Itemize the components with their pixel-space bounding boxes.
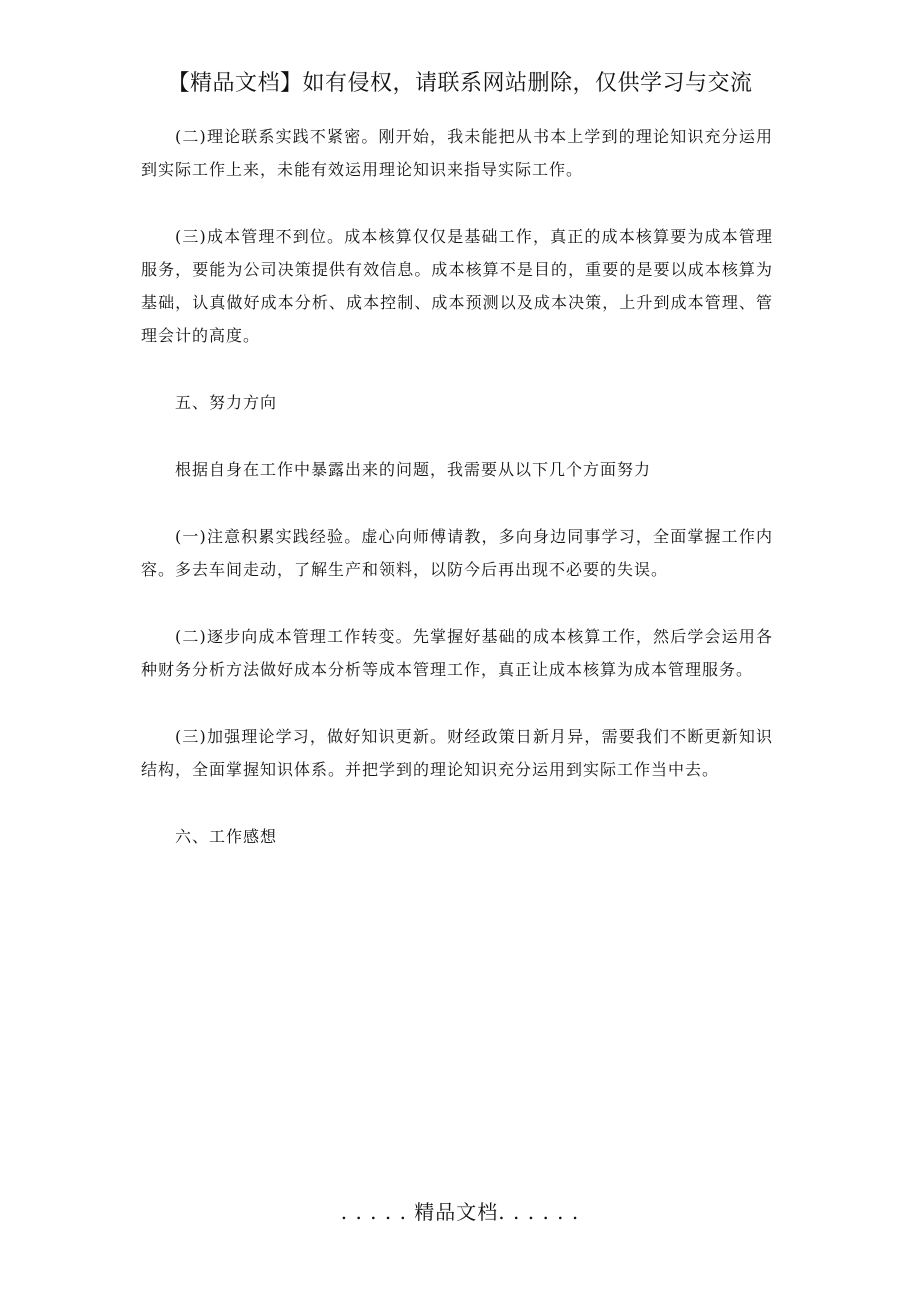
document-body [141, 120, 773, 853]
paragraph-gap [141, 352, 773, 386]
paragraph-intro-effort: 根据自身在工作中暴露出来的问题，我需要从以下几个方面努力 [175, 460, 652, 479]
paragraph-shift-to-cost-management: (二)逐步向成本管理工作转变。先掌握好基础的成本核算工作，然后学会运用各种财务分析方法做好成本分析等成本管理工作，真正让成本核算为成本管理服务。 [141, 627, 773, 679]
paragraph-gap [141, 186, 773, 220]
section-heading-effort-direction: 五、努力方向 [175, 393, 278, 412]
paragraph-cost-management: (三)成本管理不到位。成本核算仅仅是基础工作，真正的成本核算要为成本管理服务，要能为公司决策提供有效信息。成本核算不是目的，重要的是要以成本核算为基础，认真做好成本分析、成本控制、成本预测以及成本决策，上升到成本管理、管理会计的高度。 [141, 227, 773, 345]
section-heading-work-reflection: 六、工作感想 [175, 827, 278, 846]
paragraph-gap [141, 786, 773, 820]
paragraph-accumulate-experience: (一)注意积累实践经验。虚心向师傅请教，多向身边同事学习，全面掌握工作内容。多去车间走动，了解生产和领料，以防今后再出现不必要的失误。 [141, 527, 773, 579]
footer-watermark: . . . . . 精品文档. . . . . . [340, 1200, 580, 1224]
paragraph-theory-practice: (二)理论联系实践不紧密。刚开始，我未能把从书本上学到的理论知识充分运用到实际工作上来，未能有效运用理论知识来指导实际工作。 [141, 127, 773, 179]
header-watermark: 【精品文档】如有侵权，请联系网站删除，仅供学习与交流 [167, 71, 753, 96]
paragraph-gap [141, 486, 773, 520]
paragraph-theory-study: (三)加强理论学习，做好知识更新。财经政策日新月异，需要我们不断更新知识结构，全面掌握知识体系。并把学到的理论知识充分运用到实际工作当中去。 [141, 727, 773, 779]
paragraph-gap [141, 419, 773, 453]
paragraph-gap [141, 586, 773, 620]
paragraph-gap [141, 686, 773, 720]
